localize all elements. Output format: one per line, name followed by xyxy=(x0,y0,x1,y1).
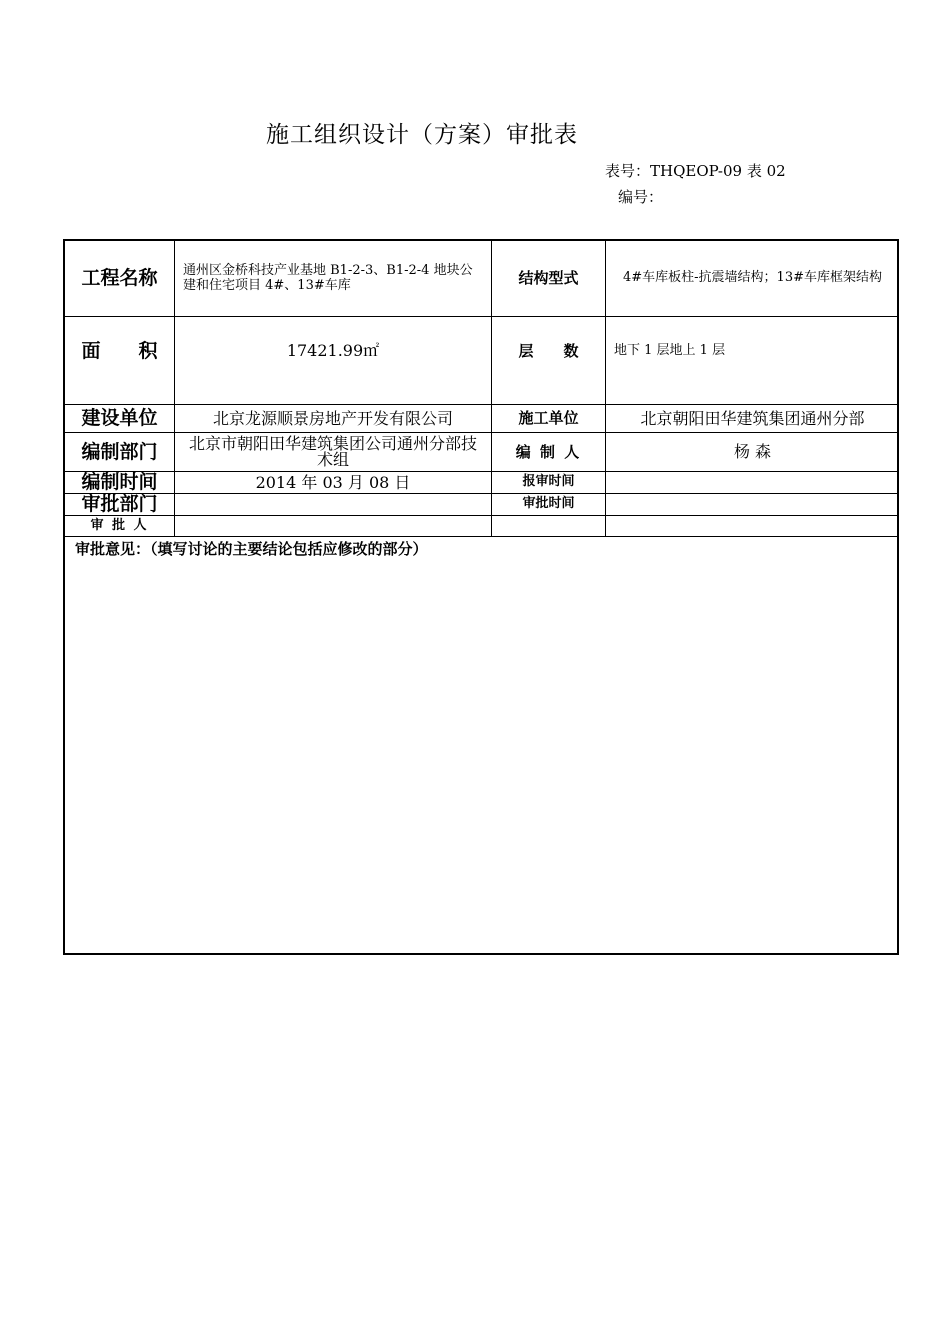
structure-label: 结构型式 xyxy=(518,269,579,288)
dept-label: 编制部门 xyxy=(81,440,158,463)
approval-table xyxy=(63,239,899,955)
owner-value: 北京龙源顺景房地产开发有限公司 xyxy=(212,408,453,428)
approve-dept-value xyxy=(175,494,491,515)
owner-label: 建设单位 xyxy=(81,407,158,430)
approver-extra-cell xyxy=(492,516,605,536)
area-value: 17421.99㎡ xyxy=(286,341,380,361)
opinion-label: 审批意见：（填写讨论的主要结论包括应修改的部分） xyxy=(75,540,428,558)
approver-label: 审 批 人 xyxy=(90,517,149,533)
row-divider xyxy=(65,536,897,537)
approve-time-label: 审批时间 xyxy=(522,496,575,512)
submit-time-value xyxy=(606,472,899,493)
serial-number: 编号： xyxy=(618,188,664,206)
submit-time-label: 报审时间 xyxy=(522,474,575,490)
approver-value xyxy=(175,516,491,536)
contractor-value: 北京朝阳田华建筑集团通州分部 xyxy=(640,408,865,428)
author-label: 编 制 人 xyxy=(515,442,582,461)
date-label: 编制时间 xyxy=(81,471,158,494)
project-name-value: 通州区金桥科技产业基地 B1-2-3、B1-2-4 地块公建和住宅项目 4#、13#车库 xyxy=(183,263,473,293)
document-title: 施工组织设计（方案）审批表 xyxy=(266,122,578,148)
approver-extra-cell xyxy=(606,516,899,536)
approve-time-value xyxy=(606,494,899,515)
area-label: 面 积 xyxy=(81,339,158,362)
structure-value: 4#车库板柱-抗震墙结构；13#车库框架结构 xyxy=(623,270,882,286)
form-number: 表号：THQEOP-09 表 02 xyxy=(605,162,786,180)
dept-value: 北京市朝阳田华建筑集团公司通州分部技术组 xyxy=(188,434,477,469)
approve-dept-label: 审批部门 xyxy=(81,493,158,516)
floors-label: 层 数 xyxy=(518,341,579,360)
project-name-label: 工程名称 xyxy=(81,267,158,290)
contractor-label: 施工单位 xyxy=(518,409,579,428)
floors-value: 地下 1 层地上 1 层 xyxy=(614,342,726,358)
date-value: 2014 年 03 月 08 日 xyxy=(255,472,411,492)
author-value: 杨 森 xyxy=(733,442,772,462)
